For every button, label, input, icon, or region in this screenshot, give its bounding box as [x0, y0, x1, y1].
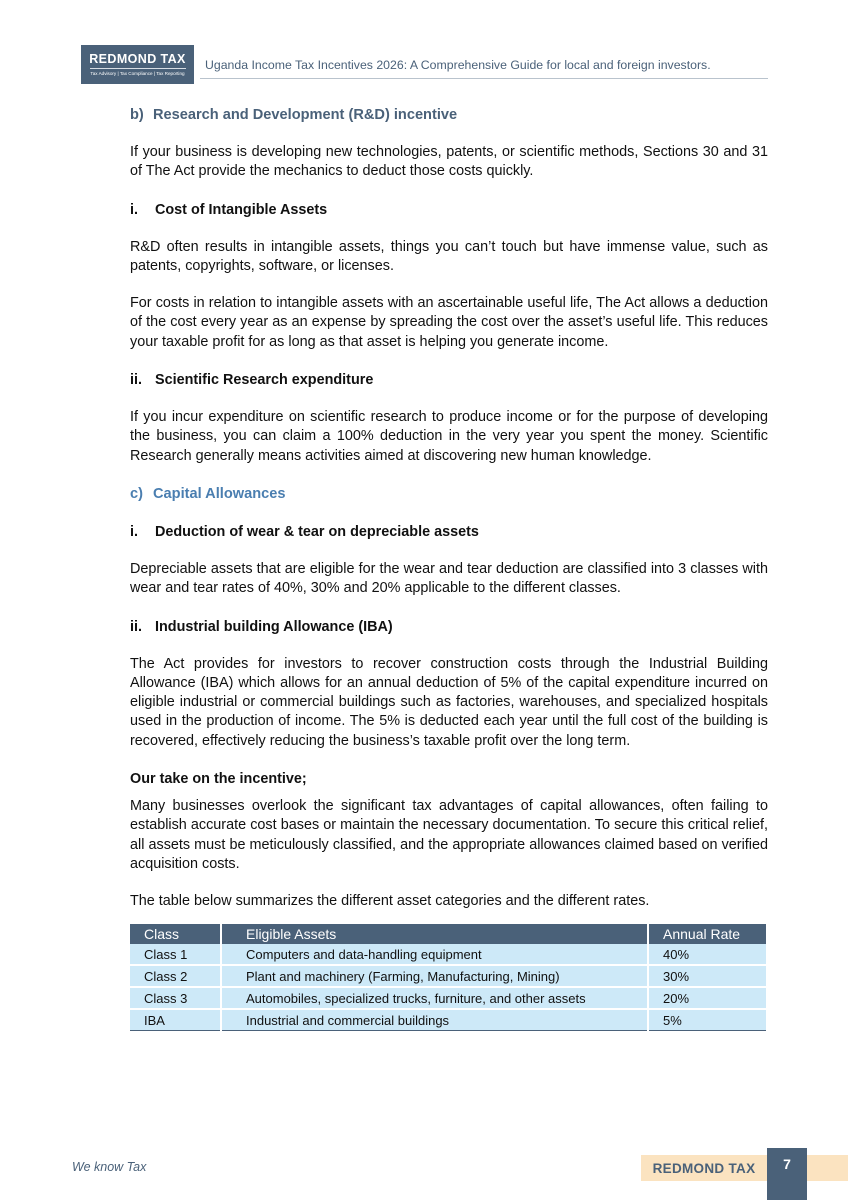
header-divider [200, 78, 768, 79]
table-intro: The table below summarizes the different asset categories and the different rates. [130, 893, 650, 910]
table-header-row [130, 924, 766, 944]
footer-brand: REDMOND TAX [641, 1155, 767, 1181]
logo-tagline: Tax Advisory | Tax Compliance | Tax Reporting [90, 71, 185, 76]
section-c-sub-i-label: i. [130, 523, 138, 540]
logo-name: REDMOND TAX [89, 52, 186, 66]
section-c-title: Capital Allowances [153, 485, 286, 502]
wear-tear-para: Depreciable assets that are eligible for the wear and tear deduction are classified into 3 classes with wear and tear rates of 40%, 30% and 20% applicable to the different classes. [130, 560, 768, 597]
column-header-annual-rate: Annual Rate [648, 924, 766, 944]
assets-cell: Automobiles, specialized trucks, furniture, and other assets [221, 987, 648, 1009]
section-c-sub-i-heading [130, 522, 768, 542]
class-cell: IBA [130, 1009, 221, 1031]
section-b-title: Research and Development (R&D) incentive [153, 107, 458, 123]
column-header-eligible-assets: Eligible Assets [221, 924, 648, 944]
rate-cell: 20% [648, 987, 766, 1009]
footer-accent-strip [807, 1155, 848, 1181]
document-title: Uganda Income Tax Incentives 2026: A Comprehensive Guide for local and foreign investors. [205, 58, 711, 72]
assets-cell: Industrial and commercial buildings [221, 1009, 648, 1031]
class-cell: Class 3 [130, 987, 221, 1009]
table-row [130, 965, 766, 987]
section-b-sub-i-title: Cost of Intangible Assets [155, 201, 328, 218]
section-c-sub-i-title: Deduction of wear & tear on depreciable assets [155, 523, 479, 540]
section-b-sub-ii-heading [130, 370, 768, 390]
section-c-label: c) [130, 485, 143, 502]
intangible-para-2: For costs in relation to intangible assets with an ascertainable useful life, The Act allows a deduction of the cost every year as an expense by spreading the cost over the asset’s useful life. This reduces your taxable profit for as long as that asset is helping you generate income. [130, 295, 768, 350]
assets-cell: Computers and data-handling equipment [221, 944, 648, 965]
table-row [130, 944, 766, 965]
page-number: 7 [767, 1148, 807, 1200]
assets-cell: Plant and machinery (Farming, Manufacturing, Mining) [221, 965, 648, 987]
class-cell: Class 1 [130, 944, 221, 965]
section-b-sub-i-heading [130, 200, 768, 220]
section-c-sub-ii-title: Industrial building Allowance (IBA) [155, 618, 393, 635]
table-row [130, 987, 766, 1009]
our-take-para: Many businesses overlook the significant tax advantages of capital allowances, often failing to establish accurate cost bases or maintain the necessary documentation. To secure this critical relief, all assets must be meticulously classified, and the appropriate allowances claimed based on verified acquisition costs. [130, 798, 768, 872]
intangible-para-1: R&D often results in intangible assets, things you can’t touch but have immense value, such as patents, copyrights, software, or licenses. [130, 238, 768, 274]
logo-divider [90, 68, 186, 69]
section-b-sub-i-label: i. [130, 201, 138, 218]
scientific-research-para: If you incur expenditure on scientific research to produce income or for the purpose of developing the business, you can claim a 100% deduction in the very year you spent the money. Scientific Research generally means activities aimed at discovering new human knowledge. [130, 409, 768, 464]
section-c-sub-ii-label: ii. [130, 618, 142, 635]
rate-cell: 30% [648, 965, 766, 987]
logo [81, 45, 194, 84]
asset-class-table [130, 924, 766, 1031]
column-header-class: Class [130, 924, 221, 944]
page-content [130, 105, 768, 912]
our-take-heading: Our take on the incentive; [130, 771, 307, 788]
section-b-sub-ii-label: ii. [130, 372, 142, 389]
table-row [130, 1009, 766, 1031]
section-b-intro: If your business is developing new technologies, patents, or scientific methods, Sections 30 and 31 of The Act provide the mechanics to deduct those costs quickly. [130, 144, 768, 180]
iba-para: The Act provides for investors to recover construction costs through the Industrial Building Allowance (IBA) which allows for an annual deduction of 5% of the capital expenditure incurred on eligible industrial or commercial buildings such as factories, warehouses, and specialized hospitals used in the production of income. The 5% is deducted each year until the full cost of the building is recovered, effectively reducing the business’s taxable profit over the long term. [130, 655, 768, 749]
section-c-sub-ii-heading [130, 617, 768, 637]
footer-tagline: We know Tax [72, 1160, 147, 1174]
section-b-sub-ii-title: Scientific Research expenditure [155, 372, 374, 389]
section-b-heading [130, 105, 768, 125]
section-b-label: b) [130, 107, 144, 123]
rate-cell: 5% [648, 1009, 766, 1031]
rate-cell: 40% [648, 944, 766, 965]
class-cell: Class 2 [130, 965, 221, 987]
section-c-heading [130, 484, 768, 504]
